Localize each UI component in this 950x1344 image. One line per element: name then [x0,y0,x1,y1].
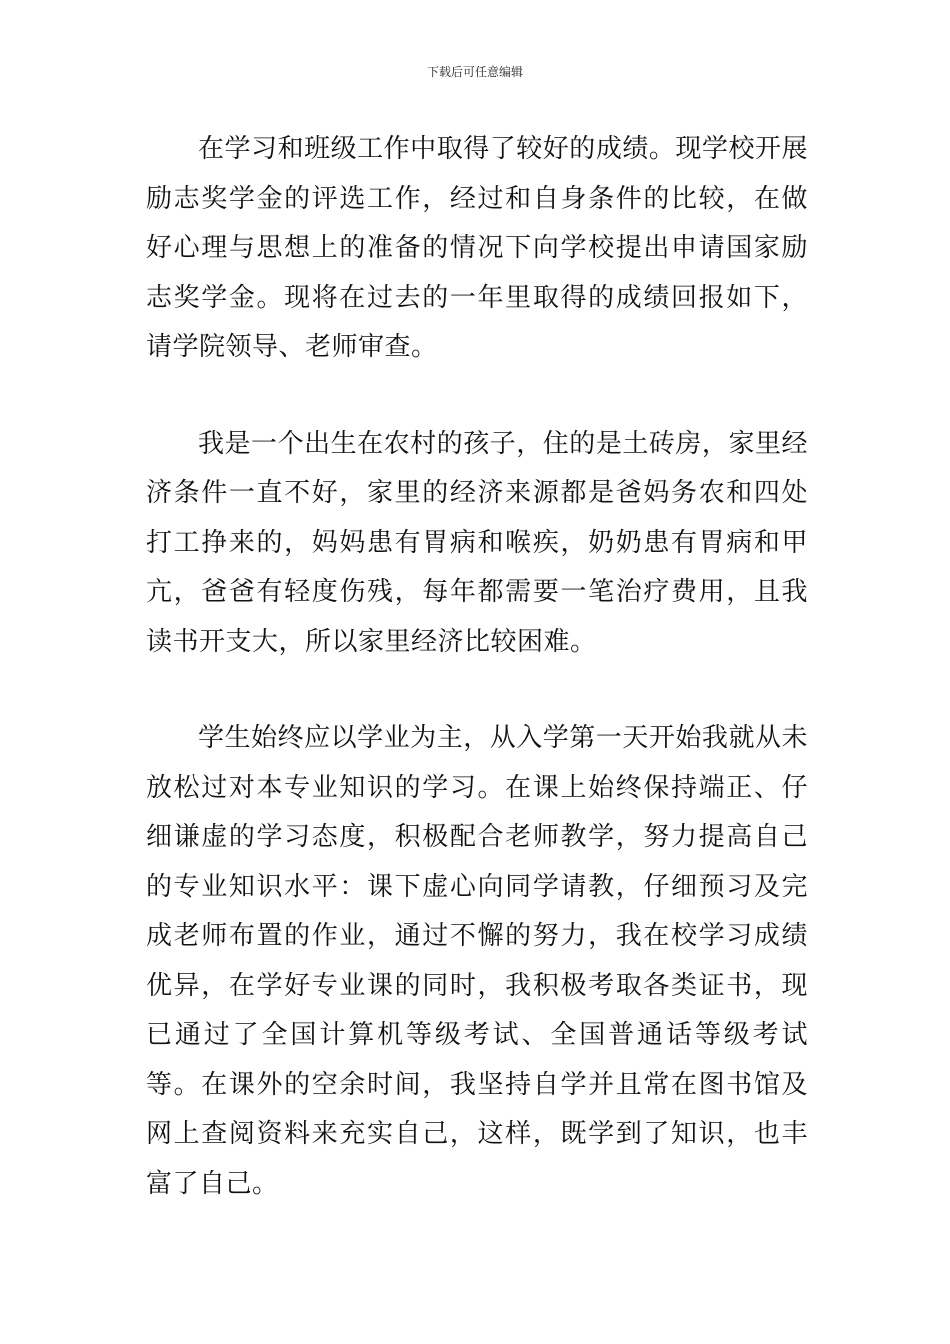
paragraph-2: 我是一个出生在农村的孩子，住的是土砖房，家里经济条件一直不好，家里的经济来源都是爸妈务农和四处打工挣来的，妈妈患有胃病和喉疾，奶奶患有胃病和甲亢，爸爸有轻度伤残，每年都需要一笔治疗费用，且我读书开支大，所以家里经济比较困难。 [146,428,808,657]
paragraph-1: 在学习和班级工作中取得了较好的成绩。现学校开展励志奖学金的评选工作，经过和自身条件的比较，在做好心理与思想上的准备的情况下向学校提出申请国家励志奖学金。现将在过去的一年里取得的成绩回报如下，请学院领导、老师审查。 [146,134,808,362]
paragraph-3: 学生始终应以学业为主，从入学第一天开始我就从未放松过对本专业知识的学习。在课上始终保持端正、仔细谦虚的学习态度，积极配合老师教学，努力提高自己的专业知识水平：课下虚心向同学请教，仔细预习及完成老师布置的作业，通过不懈的努力，我在校学习成绩优异，在学好专业课的同时，我积极考取各类证书，现已通过了全国计算机等级考试、全国普通话等级考试等。在课外的空余时间，我坚持自学并且常在图书馆及网上查阅资料来充实自己，这样，既学到了知识，也丰富了自己。 [146,723,808,1199]
document-body [146,125,808,1209]
page-header: 下载后可任意编辑 [426,65,523,79]
